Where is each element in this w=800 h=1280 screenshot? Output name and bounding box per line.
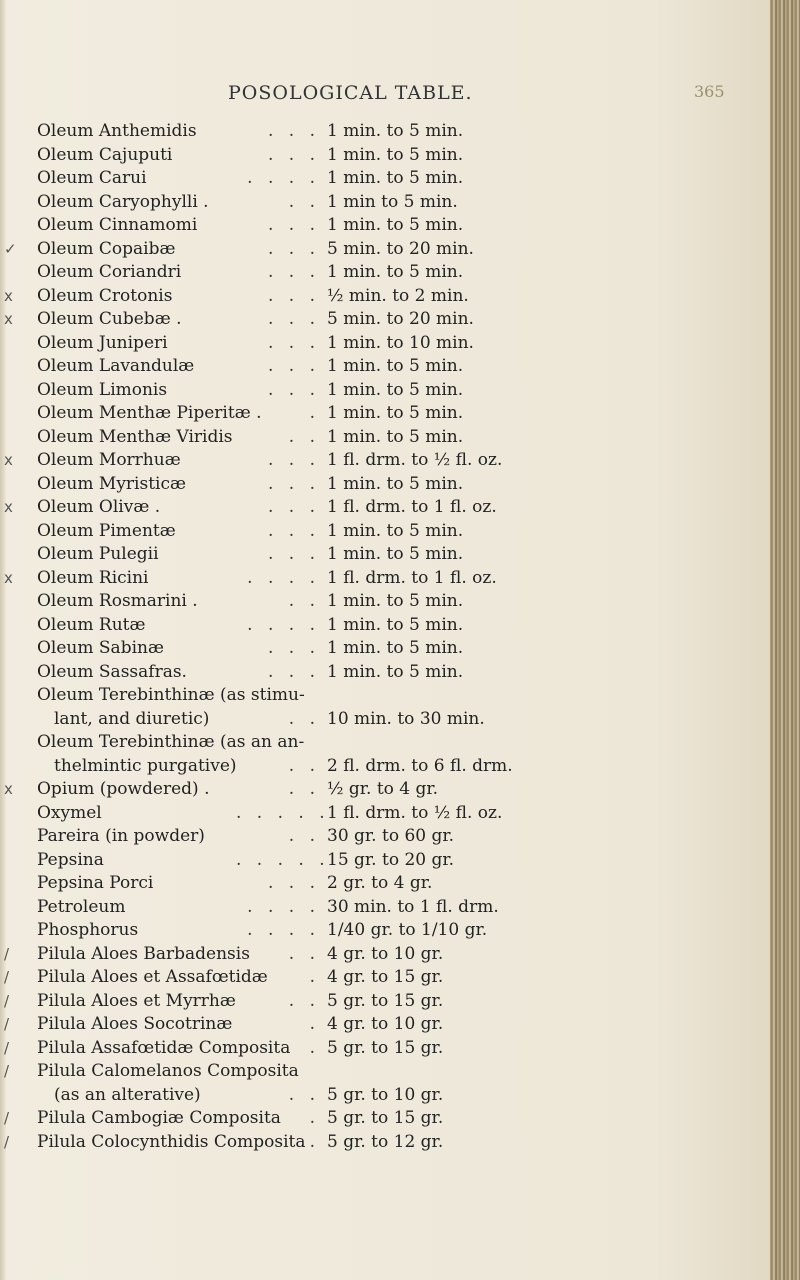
dose-range: 1 min. to 5 min. bbox=[327, 591, 464, 611]
table-row bbox=[0, 637, 770, 661]
leader-dots: . bbox=[309, 403, 320, 423]
margin-annotation: / bbox=[4, 991, 10, 1010]
dose-range: 2 fl. drm. to 6 fl. drm. bbox=[327, 755, 513, 776]
drug-name: Petroleum bbox=[37, 896, 126, 917]
table-row bbox=[0, 214, 770, 238]
leader-dots: . . . bbox=[267, 661, 320, 682]
table-row bbox=[0, 543, 770, 567]
dose-range: 1 min to 5 min. bbox=[327, 191, 458, 212]
dose-range: 5 gr. to 15 gr. bbox=[327, 990, 444, 1011]
table-row bbox=[0, 261, 770, 285]
leader-dots: . . . bbox=[267, 262, 320, 282]
dose-range: 4 gr. to 15 gr. bbox=[327, 967, 444, 987]
dose-range: 1 min. to 5 min. bbox=[327, 520, 464, 541]
table-row bbox=[0, 1107, 770, 1131]
drug-name: Oleum Crotonis bbox=[37, 285, 173, 306]
dose-range: 4 gr. to 10 gr. bbox=[327, 1014, 444, 1034]
drug-name: Oleum Morrhuæ bbox=[37, 450, 181, 470]
drug-name: Oleum Sabinæ bbox=[37, 638, 164, 658]
drug-name: Oleum Cajuputi bbox=[37, 144, 173, 165]
dose-range: 10 min. to 30 min. bbox=[327, 708, 485, 729]
dose-range: 1 min. to 5 min. bbox=[327, 638, 464, 658]
table-row bbox=[0, 167, 770, 191]
dose-range: 1 min. to 5 min. bbox=[327, 426, 464, 447]
margin-annotation: x bbox=[4, 498, 13, 516]
table-row bbox=[0, 379, 770, 403]
margin-annotation: / bbox=[4, 1132, 10, 1151]
leader-dots: . . . . bbox=[247, 567, 320, 588]
dose-range: 1 min. to 5 min. bbox=[327, 168, 464, 188]
table-row bbox=[0, 778, 770, 802]
drug-name: Oleum Caryophylli . bbox=[37, 191, 209, 212]
table-row bbox=[0, 567, 770, 591]
leader-dots: . . . bbox=[267, 450, 320, 470]
margin-annotation: / bbox=[4, 1015, 10, 1033]
table-row bbox=[0, 520, 770, 544]
dose-range: 30 gr. to 60 gr. bbox=[327, 826, 455, 846]
leader-dots: . . . . bbox=[247, 614, 320, 635]
dose-range: 1 min. to 5 min. bbox=[327, 473, 464, 494]
leader-dots: . . . bbox=[267, 473, 320, 494]
drug-name: Oleum Anthemidis bbox=[37, 121, 197, 141]
table-row bbox=[0, 1037, 770, 1061]
dose-range: 1 min. to 5 min. bbox=[327, 144, 464, 165]
leader-dots: . . . bbox=[267, 215, 320, 235]
leader-dots: . . bbox=[288, 591, 320, 611]
drug-name: Opium (powdered) . bbox=[37, 779, 210, 799]
table-row bbox=[0, 144, 770, 168]
leader-dots: . . . bbox=[267, 544, 320, 564]
drug-name: Oleum Cubebæ . bbox=[37, 309, 182, 329]
dose-range: 4 gr. to 10 gr. bbox=[327, 943, 444, 964]
dose-range: 1 min. to 5 min. bbox=[327, 614, 464, 635]
table-row bbox=[0, 661, 770, 685]
table-row bbox=[0, 755, 770, 779]
leader-dots: . . . . bbox=[247, 896, 320, 917]
drug-name: Oleum Rutæ bbox=[37, 614, 146, 635]
table-row bbox=[0, 402, 770, 426]
page-title: POSOLOGICAL TABLE. bbox=[228, 82, 473, 104]
drug-name: Oleum Terebinthinæ (as an an- bbox=[37, 732, 305, 752]
drug-name: Oleum Terebinthinæ (as stimu- bbox=[37, 685, 305, 705]
margin-annotation: / bbox=[4, 1038, 10, 1057]
table-row bbox=[0, 825, 770, 849]
dose-range: 1 min. to 5 min. bbox=[327, 403, 464, 423]
leader-dots: . . bbox=[288, 990, 320, 1011]
table-row bbox=[0, 355, 770, 379]
dose-range: 5 gr. to 15 gr. bbox=[327, 1108, 444, 1128]
drug-name: thelmintic purgative) bbox=[54, 755, 237, 776]
drug-name: Oleum Sassafras. bbox=[37, 661, 187, 682]
drug-name: Oleum Juniperi bbox=[37, 332, 168, 353]
leader-dots: . . . . . bbox=[236, 802, 330, 823]
table-row bbox=[0, 872, 770, 896]
table-row bbox=[0, 896, 770, 920]
table-row bbox=[0, 191, 770, 215]
margin-annotation: / bbox=[4, 1062, 10, 1080]
drug-name: Pepsina bbox=[37, 849, 104, 870]
drug-name: Oleum Menthæ Piperitæ . bbox=[37, 403, 262, 423]
page-number: 365 bbox=[694, 82, 725, 101]
drug-name: Oleum Coriandri bbox=[37, 262, 182, 282]
dose-range: 5 min. to 20 min. bbox=[327, 309, 474, 329]
leader-dots: . . . bbox=[267, 238, 320, 259]
dose-range: 1 min. to 5 min. bbox=[327, 379, 464, 400]
drug-name: Pilula Cambogiæ Composita bbox=[37, 1108, 281, 1128]
leader-dots: . . bbox=[288, 943, 320, 964]
drug-name: (as an alterative) bbox=[54, 1084, 201, 1105]
drug-name: Oleum Menthæ Viridis bbox=[37, 426, 233, 447]
leader-dots: . . bbox=[288, 191, 320, 212]
margin-annotation: / bbox=[4, 1109, 10, 1127]
drug-name: Oleum Myristicæ bbox=[37, 473, 186, 494]
drug-name: Oleum Ricini bbox=[37, 567, 149, 588]
leader-dots: . . . bbox=[267, 144, 320, 165]
margin-annotation: x bbox=[4, 451, 13, 469]
drug-name: Oleum Pulegii bbox=[37, 544, 159, 564]
drug-name: Pilula Colocynthidis Composita bbox=[37, 1131, 306, 1152]
drug-name: Pareira (in powder) bbox=[37, 826, 205, 846]
margin-annotation: x bbox=[4, 286, 13, 305]
leader-dots: . . . bbox=[267, 121, 320, 141]
drug-name: Pilula Assafœtidæ Composita bbox=[37, 1037, 291, 1058]
leader-dots: . . bbox=[288, 826, 320, 846]
dose-range: 1 min. to 10 min. bbox=[327, 332, 474, 353]
leader-dots: . bbox=[309, 1014, 320, 1034]
dose-range: 15 gr. to 20 gr. bbox=[327, 849, 455, 870]
drug-name: Pilula Aloes et Myrrhæ bbox=[37, 990, 236, 1011]
dose-range: ½ gr. to 4 gr. bbox=[327, 779, 439, 799]
leader-dots: . . . bbox=[267, 497, 320, 517]
table-row bbox=[0, 684, 770, 708]
table-row bbox=[0, 990, 770, 1014]
posological-table bbox=[0, 120, 770, 1154]
margin-annotation: / bbox=[4, 944, 10, 963]
table-row bbox=[0, 849, 770, 873]
dose-range: 1 min. to 5 min. bbox=[327, 215, 464, 235]
table-row bbox=[0, 426, 770, 450]
margin-annotation: / bbox=[4, 968, 10, 986]
leader-dots: . . . bbox=[267, 520, 320, 541]
leader-dots: . . . bbox=[267, 332, 320, 353]
dose-range: 30 min. to 1 fl. drm. bbox=[327, 896, 499, 917]
table-row bbox=[0, 731, 770, 755]
drug-name: Oleum Rosmarini . bbox=[37, 591, 198, 611]
drug-name: Oleum Lavandulæ bbox=[37, 356, 195, 376]
drug-name: Oxymel bbox=[37, 802, 102, 823]
table-row bbox=[0, 1131, 770, 1155]
drug-name: Pilula Calomelanos Composita bbox=[37, 1061, 299, 1081]
table-row bbox=[0, 708, 770, 732]
drug-name: Pepsina Porci bbox=[37, 873, 154, 893]
table-row bbox=[0, 590, 770, 614]
dose-range: 1 min. to 5 min. bbox=[327, 544, 464, 564]
dose-range: 1 fl. drm. to 1 fl. oz. bbox=[327, 497, 497, 517]
table-row bbox=[0, 1084, 770, 1108]
leader-dots: . . bbox=[288, 1084, 320, 1105]
leader-dots: . . . . bbox=[247, 168, 320, 188]
book-spine bbox=[770, 0, 800, 1280]
dose-range: 5 gr. to 12 gr. bbox=[327, 1131, 444, 1152]
table-row bbox=[0, 1013, 770, 1037]
table-row bbox=[0, 332, 770, 356]
dose-range: 1 min. to 5 min. bbox=[327, 262, 464, 282]
table-row bbox=[0, 285, 770, 309]
table-row bbox=[0, 802, 770, 826]
table-row bbox=[0, 120, 770, 144]
table-row bbox=[0, 449, 770, 473]
leader-dots: . bbox=[309, 1037, 320, 1058]
drug-name: Oleum Pimentæ bbox=[37, 520, 176, 541]
margin-annotation: x bbox=[4, 780, 13, 798]
dose-range: 1 min. to 5 min. bbox=[327, 356, 464, 376]
dose-range: 1 fl. drm. to ½ fl. oz. bbox=[327, 450, 503, 470]
leader-dots: . . . . bbox=[247, 920, 320, 940]
margin-annotation: x bbox=[4, 568, 13, 587]
table-row bbox=[0, 943, 770, 967]
drug-name: Pilula Aloes et Assafœtidæ bbox=[37, 967, 268, 987]
dose-range: 2 gr. to 4 gr. bbox=[327, 873, 433, 893]
table-row bbox=[0, 308, 770, 332]
leader-dots: . . . . . bbox=[236, 849, 330, 870]
drug-name: Pilula Aloes Barbadensis bbox=[37, 943, 250, 964]
dose-range: ½ min. to 2 min. bbox=[327, 285, 469, 306]
dose-range: 1 fl. drm. to 1 fl. oz. bbox=[327, 567, 497, 588]
drug-name: Oleum Limonis bbox=[37, 379, 168, 400]
drug-name: Oleum Copaibæ bbox=[37, 238, 176, 259]
leader-dots: . . . bbox=[267, 379, 320, 400]
leader-dots: . . . bbox=[267, 356, 320, 376]
margin-annotation: ✓ bbox=[4, 239, 17, 258]
dose-range: 1 min. to 5 min. bbox=[327, 661, 464, 682]
drug-name: Pilula Aloes Socotrinæ bbox=[37, 1014, 233, 1034]
leader-dots: . . . bbox=[267, 638, 320, 658]
leader-dots: . . bbox=[288, 708, 320, 729]
drug-name: lant, and diuretic) bbox=[54, 708, 210, 729]
table-row bbox=[0, 496, 770, 520]
leader-dots: . bbox=[309, 1108, 320, 1128]
table-row bbox=[0, 473, 770, 497]
table-row bbox=[0, 614, 770, 638]
drug-name: Oleum Carui bbox=[37, 168, 147, 188]
leader-dots: . . . bbox=[267, 873, 320, 893]
table-row bbox=[0, 238, 770, 262]
dose-range: 5 gr. to 10 gr. bbox=[327, 1084, 444, 1105]
table-row bbox=[0, 966, 770, 990]
leader-dots: . . bbox=[288, 779, 320, 799]
table-row bbox=[0, 1060, 770, 1084]
leader-dots: . bbox=[309, 967, 320, 987]
leader-dots: . . . bbox=[267, 309, 320, 329]
dose-range: 5 min. to 20 min. bbox=[327, 238, 474, 259]
drug-name: Oleum Cinnamomi bbox=[37, 215, 198, 235]
leader-dots: . . bbox=[288, 426, 320, 447]
dose-range: 1/40 gr. to 1/10 gr. bbox=[327, 920, 488, 940]
leader-dots: . . bbox=[288, 755, 320, 776]
table-row bbox=[0, 919, 770, 943]
leader-dots: . . . bbox=[267, 285, 320, 306]
dose-range: 5 gr. to 15 gr. bbox=[327, 1037, 444, 1058]
margin-annotation: x bbox=[4, 310, 13, 328]
dose-range: 1 min. to 5 min. bbox=[327, 121, 464, 141]
leader-dots: . bbox=[309, 1131, 320, 1152]
drug-name: Oleum Olivæ . bbox=[37, 497, 161, 517]
dose-range: 1 fl. drm. to ½ fl. oz. bbox=[327, 802, 503, 823]
drug-name: Phosphorus bbox=[37, 920, 139, 940]
